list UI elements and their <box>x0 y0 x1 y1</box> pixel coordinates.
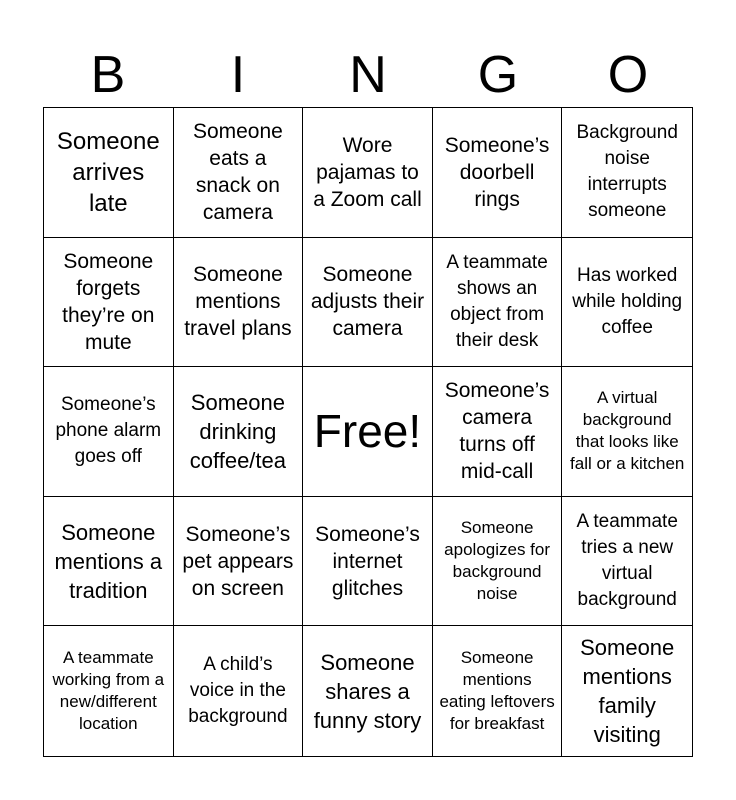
cell-text: Someone’s pet appears on screen <box>182 522 294 600</box>
bingo-cell-r1c1[interactable] <box>44 108 174 238</box>
cell-text: A teammate shows an object from their desk <box>446 251 548 351</box>
cell-text: Background noise interrupts someone <box>576 122 678 222</box>
bingo-cell-r1c2[interactable] <box>174 108 304 238</box>
cell-text: Wore pajamas to a Zoom call <box>313 133 422 211</box>
cell-text: Someone’s camera turns off mid-call <box>444 379 550 484</box>
header-letter-i: I <box>230 46 246 104</box>
cell-text: Someone adjusts their camera <box>310 263 425 341</box>
cell-text: Someone apologizes for background noise <box>444 518 551 604</box>
free-space-text: Free! <box>313 405 422 458</box>
cell-text: Someone shares a funny story <box>313 649 422 733</box>
bingo-cell-free[interactable] <box>303 367 433 497</box>
bingo-cell-r2c1[interactable] <box>44 238 174 368</box>
cell-text: Someone drinking coffee/tea <box>189 389 286 473</box>
bingo-cell-r4c4[interactable] <box>433 497 563 627</box>
cell-text: Someone’s internet glitches <box>315 522 420 600</box>
bingo-header <box>43 44 693 106</box>
bingo-cell-r5c2[interactable] <box>174 626 304 756</box>
cell-text: Someone mentions eating leftovers for breakfast <box>439 648 555 734</box>
bingo-cell-r3c4[interactable] <box>433 367 563 497</box>
bingo-cell-r5c3[interactable] <box>303 626 433 756</box>
bingo-cell-r3c5[interactable] <box>562 367 692 497</box>
bingo-cell-r2c3[interactable] <box>303 238 433 368</box>
cell-text: Someone forgets they’re on mute <box>62 249 155 354</box>
cell-text: Someone arrives late <box>56 127 160 217</box>
cell-text: A teammate tries a new virtual background <box>576 511 678 611</box>
bingo-cell-r2c5[interactable] <box>562 238 692 368</box>
bingo-cell-r4c2[interactable] <box>174 497 304 627</box>
header-letter-g: G <box>477 46 519 104</box>
cell-text: Someone eats a snack on camera <box>192 120 283 225</box>
cell-text: A child’s voice in the background <box>188 654 288 728</box>
cell-text: Someone’s phone alarm goes off <box>55 394 162 468</box>
bingo-cell-r5c4[interactable] <box>433 626 563 756</box>
header-letter-b: B <box>90 46 126 104</box>
cell-text: Someone mentions a tradition <box>54 519 163 603</box>
cell-text: Someone mentions travel plans <box>184 263 292 341</box>
bingo-cell-r2c4[interactable] <box>433 238 563 368</box>
cell-text: Someone mentions family visiting <box>580 635 675 748</box>
cell-text: Has worked while holding coffee <box>572 264 683 338</box>
cell-text: A virtual background that looks like fall or a kitchen <box>570 388 685 474</box>
header-letter-n: N <box>349 46 387 104</box>
bingo-cell-r4c5[interactable] <box>562 497 692 627</box>
bingo-cell-r1c4[interactable] <box>433 108 563 238</box>
bingo-cell-r4c3[interactable] <box>303 497 433 627</box>
bingo-cell-r3c1[interactable] <box>44 367 174 497</box>
bingo-cell-r1c3[interactable] <box>303 108 433 238</box>
bingo-cell-r3c2[interactable] <box>174 367 304 497</box>
bingo-cell-r2c2[interactable] <box>174 238 304 368</box>
header-letter-o: O <box>607 46 649 104</box>
cell-text: A teammate working from a new/different location <box>52 648 165 734</box>
bingo-card-grid <box>43 107 693 757</box>
bingo-cell-r5c5[interactable] <box>562 626 692 756</box>
bingo-cell-r4c1[interactable] <box>44 497 174 627</box>
bingo-cell-r5c1[interactable] <box>44 626 174 756</box>
bingo-cell-r1c5[interactable] <box>562 108 692 238</box>
cell-text: Someone’s doorbell rings <box>444 133 550 211</box>
